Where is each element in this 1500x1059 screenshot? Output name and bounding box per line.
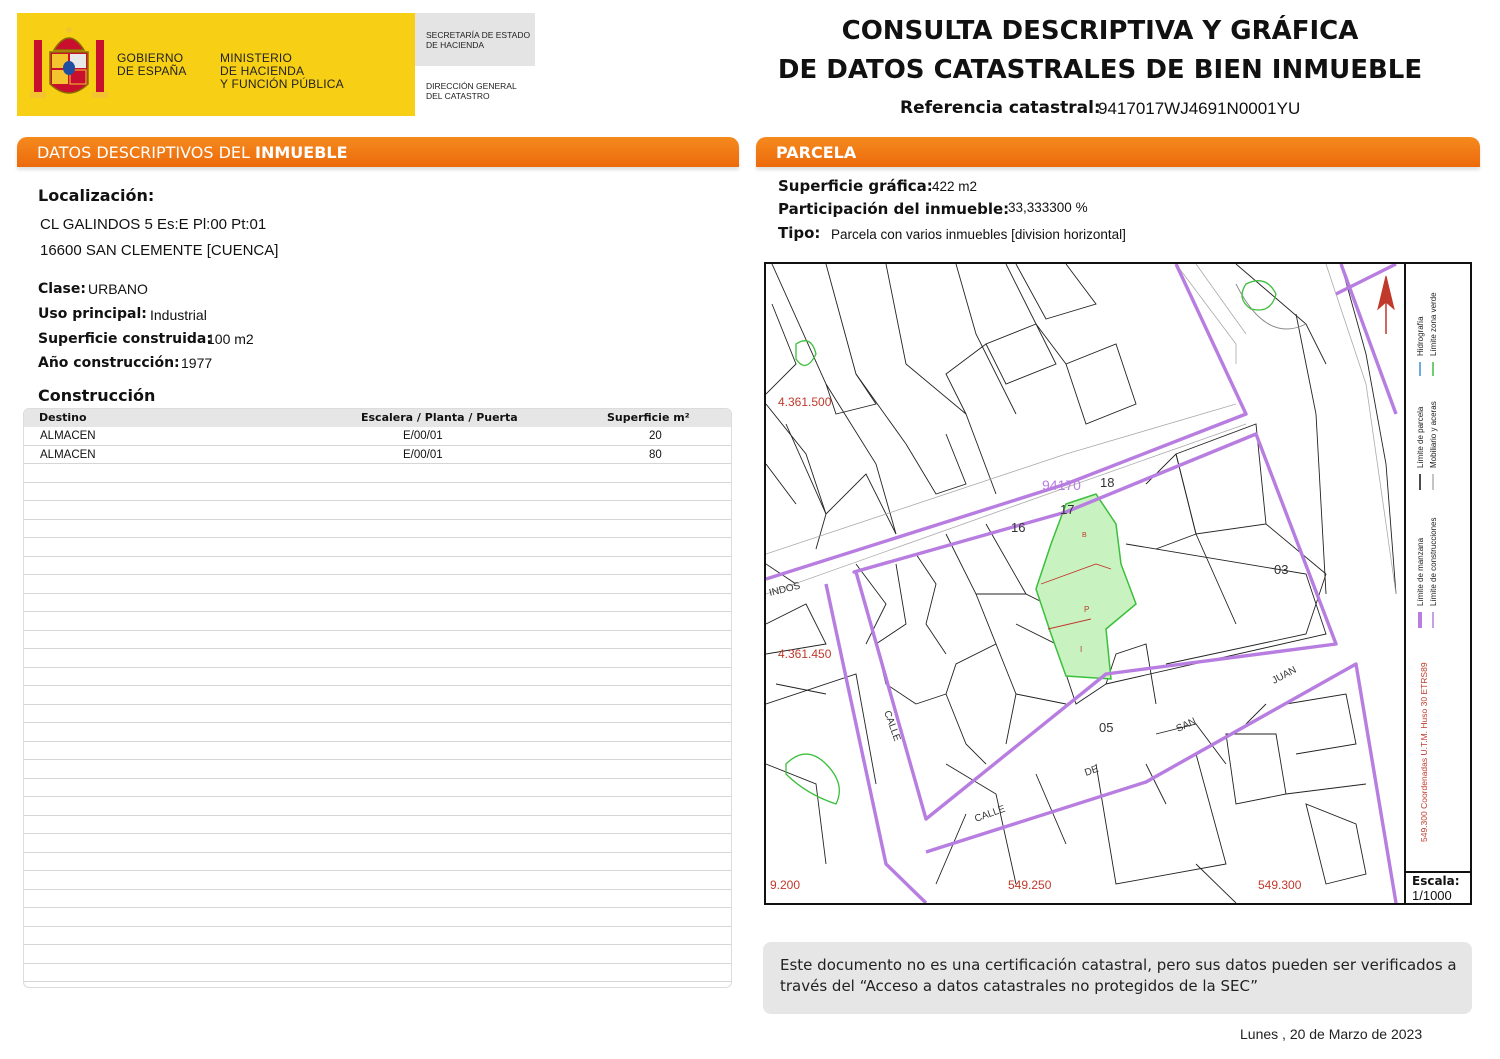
empty-table-row (24, 964, 731, 983)
empty-table-row (24, 853, 731, 872)
tipo-label: Tipo: (778, 224, 821, 242)
empty-table-row (24, 890, 731, 909)
table-row (24, 446, 731, 465)
empty-table-row (24, 779, 731, 798)
uso-value: Industrial (150, 307, 207, 323)
coord-y2: 4.361.450 (778, 647, 832, 661)
street-label-calle1: CALLE (881, 709, 903, 743)
bar-left-prefix: DATOS DESCRIPTIVOS DEL (37, 143, 256, 162)
plot-letter-b: B (1082, 532, 1087, 539)
empty-table-row (24, 464, 731, 483)
empty-table-row (24, 520, 731, 539)
sec-line2: DE HACIENDA (426, 40, 485, 50)
parcel-label-16: 16 (1011, 520, 1026, 535)
empty-table-row (24, 945, 731, 964)
anio-label: Año construcción: (38, 355, 180, 371)
map-legend (1406, 264, 1472, 871)
dir-line1: DIRECCIÓN GENERAL (426, 81, 517, 91)
row1-destino: ALMACEN (40, 430, 96, 442)
empty-table-row (24, 483, 731, 502)
parcel-ref: 94170 (1042, 477, 1081, 493)
empty-table-row (24, 557, 731, 576)
document-date: Lunes , 20 de Marzo de 2023 (1240, 1026, 1423, 1042)
plot-letter-p: P (1084, 605, 1090, 614)
legend-construcciones-text: Límite de construcciones (1429, 517, 1438, 606)
superficie-grafica-value: 422 m2 (932, 179, 978, 194)
parcel-label-17: 17 (1060, 502, 1075, 517)
clase-value: URBANO (88, 281, 148, 297)
header-destino: Destino (39, 411, 87, 424)
notice-line2: través del “Acceso a datos catastrales no protegidos de la SEC” (780, 977, 1259, 995)
coord-x2: 549.250 (1008, 878, 1052, 892)
min-line1: MINISTERIO (220, 51, 293, 65)
legend-hidrografia-text: Hidrografía (1416, 316, 1425, 356)
coat-of-arms-icon (30, 22, 108, 104)
empty-table-row (24, 538, 731, 557)
empty-table-row (24, 631, 731, 650)
section-bar-datos (17, 137, 739, 167)
legend-mobiliario-text: Mobiliario y aceras (1429, 401, 1438, 468)
row1-escalera: E/00/01 (403, 430, 443, 442)
empty-table-row (24, 575, 731, 594)
min-line2: DE HACIENDA (220, 64, 305, 78)
notice-line1: Este documento no es una certificación catastral, pero sus datos pueden ser verificados a (780, 956, 1457, 974)
superficie-construida-label: Superficie construida: (38, 331, 212, 347)
secretaria-text (426, 30, 534, 50)
empty-table-row (24, 612, 731, 631)
row2-escalera: E/00/01 (403, 448, 443, 461)
street-label-calle2: CALLE (973, 803, 1007, 825)
uso-label: Uso principal: (38, 306, 147, 322)
bar-left-bold: INMUEBLE (255, 143, 348, 162)
header-superficie: Superficie m² (607, 411, 690, 424)
table-row (24, 427, 731, 446)
coord-x3: 549.300 (1258, 878, 1302, 892)
street-label-de: DE (1083, 763, 1101, 779)
clase-label: Clase: (38, 281, 86, 297)
empty-table-row (24, 816, 731, 835)
construccion-title: Construcción (38, 386, 156, 405)
row2-superficie: 80 (649, 448, 662, 461)
street-label-san: SAN (1174, 716, 1198, 735)
map-drawing (766, 264, 1404, 903)
participacion-label: Participación del inmueble: (778, 200, 1010, 218)
dir-line2: DEL CATASTRO (426, 91, 490, 101)
min-line3: Y FUNCIÓN PÚBLICA (220, 77, 344, 91)
address-line2: 16600 SAN CLEMENTE [CUENCA] (40, 242, 279, 259)
section-bar-parcela (756, 137, 1480, 167)
parcel-label-03: 03 (1274, 562, 1289, 577)
empty-table-row (24, 705, 731, 724)
empty-table-row (24, 927, 731, 946)
empty-table-row (24, 594, 731, 613)
empty-table-row (24, 686, 731, 705)
gov-line1: GOBIERNO (117, 51, 184, 65)
scale-label: Escala: (1412, 874, 1460, 888)
empty-table-row (24, 797, 731, 816)
header-escalera: Escalera / Planta / Puerta (361, 411, 518, 424)
empty-table-row (24, 834, 731, 853)
participacion-value: 33,333300 % (1008, 200, 1088, 215)
north-arrow-icon (1378, 276, 1394, 334)
parcel-label-05: 05 (1099, 720, 1114, 735)
empty-table-row (24, 723, 731, 742)
street-label-juan: JUAN (1270, 664, 1299, 687)
gobierno-text (117, 52, 207, 78)
legend-verde-text: Límite zona verde (1429, 292, 1438, 356)
legend-manzana-text: Límite de manzana (1416, 537, 1425, 606)
empty-table-row (24, 871, 731, 890)
gov-line2: DE ESPAÑA (117, 64, 187, 78)
row1-superficie: 20 (649, 430, 662, 442)
bar-right-title: PARCELA (776, 143, 857, 162)
ministerio-text (220, 52, 410, 91)
row2-destino: ALMACEN (40, 448, 96, 461)
localizacion-label: Localización: (38, 186, 155, 205)
empty-table-row (24, 908, 731, 927)
empty-table-row (24, 668, 731, 687)
empty-table-row (24, 760, 731, 779)
table-header (24, 409, 731, 427)
empty-table-row (24, 742, 731, 761)
tipo-value: Parcela con varios inmuebles [division horizontal] (831, 227, 1126, 242)
page-title-line1: CONSULTA DESCRIPTIVA Y GRÁFICA (841, 16, 1359, 46)
address-line1: CL GALINDOS 5 Es:E Pl:00 Pt:01 (40, 216, 267, 233)
superficie-grafica-label: Superficie gráfica: (778, 177, 933, 195)
plot-letter-i: I (1080, 645, 1083, 654)
selected-parcel (1036, 494, 1136, 679)
scale-value: 1/1000 (1412, 888, 1452, 903)
construccion-table (23, 408, 732, 988)
superficie-construida-value: 100 m2 (207, 331, 254, 347)
sec-line1: SECRETARÍA DE ESTADO (426, 30, 531, 40)
anio-value: 1977 (181, 355, 213, 371)
parcel-label-18: 18 (1100, 475, 1115, 490)
street-label-galindos: INDOS (768, 580, 802, 599)
notice-text (780, 955, 1460, 997)
empty-table-row (24, 501, 731, 520)
empty-table-row (24, 982, 731, 988)
empty-table-row (24, 649, 731, 668)
coord-x1: 9.200 (770, 878, 801, 892)
legend-parcela-text: Límite de parcela (1416, 406, 1425, 468)
page-title-line2: DE DATOS CATASTRALES DE BIEN INMUEBLE (777, 55, 1423, 85)
direccion-text (426, 81, 534, 101)
coord-y1: 4.361.500 (778, 395, 832, 409)
legend-coords-text: 549.300 Coordenadas U.T.M. Huso 30 ETRS89 (1419, 662, 1429, 842)
ref-label: Referencia catastral: (900, 98, 1101, 118)
ref-value: 9417017WJ4691N0001YU (1098, 99, 1301, 118)
